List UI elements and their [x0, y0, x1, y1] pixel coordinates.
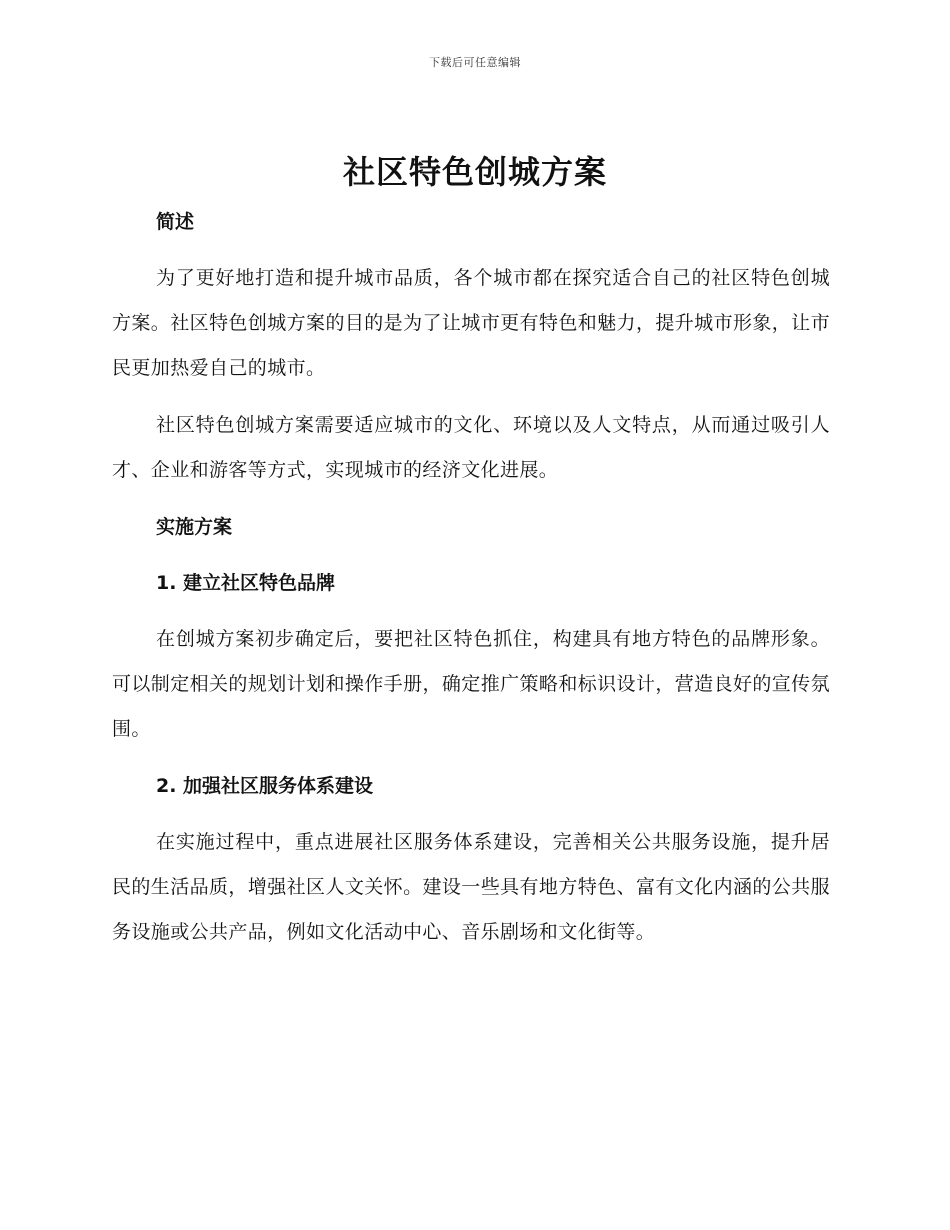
section-heading-summary: 简述: [156, 211, 195, 233]
section-heading-brand: 1. 建立社区特色品牌: [156, 572, 336, 594]
summary-paragraph-2: 社区特色创城方案需要适应城市的文化、环境以及人文特点，从而通过吸引人才、企业和游客等方式，实现城市的经济文化进展。: [112, 414, 830, 481]
service-paragraph: 在实施过程中，重点进展社区服务体系建设，完善相关公共服务设施，提升居民的生活品质，增强社区人文关怀。建设一些具有地方特色、富有文化内涵的公共服务设施或公共产品，例如文化活动中心、音乐剧场和文化街等。: [112, 831, 830, 943]
section-heading-service: 2. 加强社区服务体系建设: [156, 775, 374, 797]
section-heading-implementation: 实施方案: [156, 516, 233, 538]
document-title: 社区特色创城方案: [342, 153, 607, 191]
document-body: [112, 200, 830, 955]
header-note: 下载后可任意编辑: [429, 56, 521, 69]
brand-paragraph: 在创城方案初步确定后，要把社区特色抓住，构建具有地方特色的品牌形象。可以制定相关的规划计划和操作手册，确定推广策略和标识设计，营造良好的宣传氛围。: [112, 628, 830, 740]
summary-paragraph-1: 为了更好地打造和提升城市品质，各个城市都在探究适合自己的社区特色创城方案。社区特色创城方案的目的是为了让城市更有特色和魅力，提升城市形象，让市民更加热爱自己的城市。: [112, 267, 830, 379]
